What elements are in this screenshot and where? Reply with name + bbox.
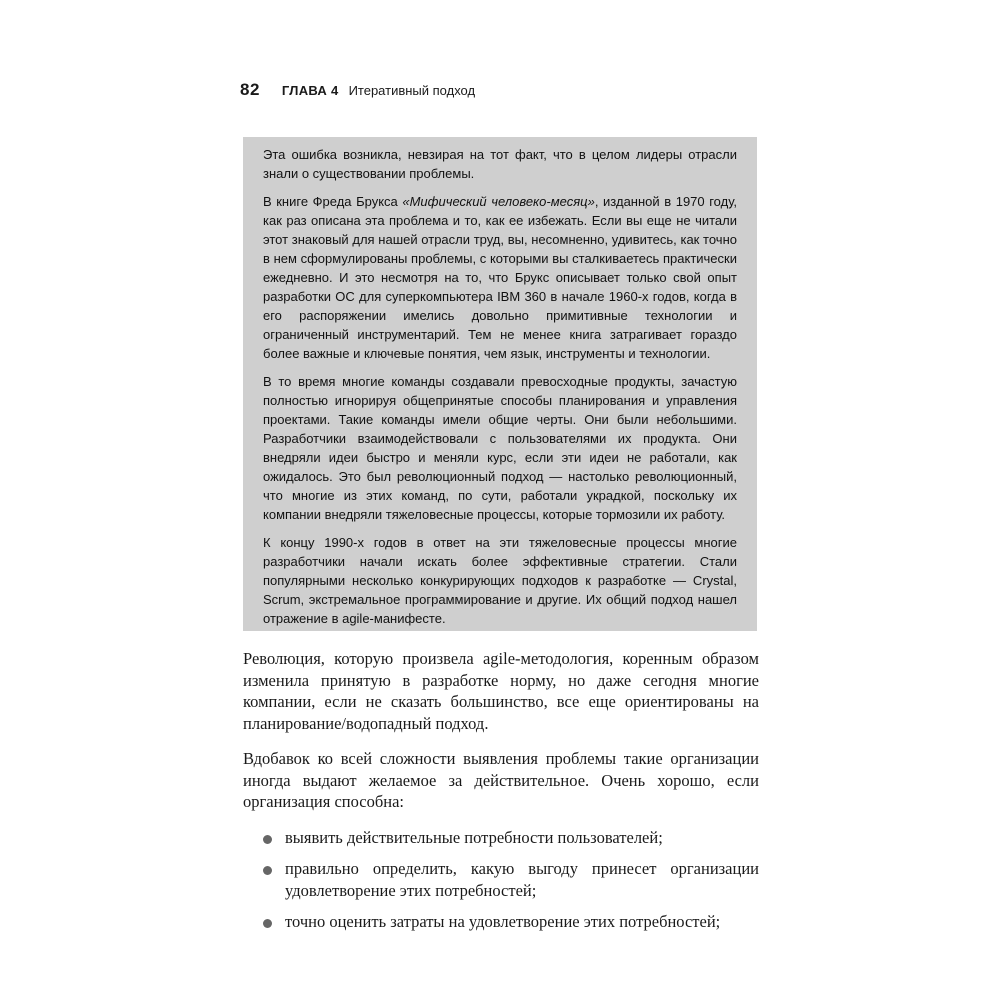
bullet-icon [263,835,272,844]
list-item [243,911,759,933]
bullet-icon [263,866,272,875]
body-paragraph-1: Революция, которую произвела agile-методология, коренным образом изменила принятую в разработке норму, но даже сегодня многие компании, если не сказать большинство, все еще ориентированы на планирование/водопадный подход. [243,649,759,733]
list-item [243,827,759,849]
page-number: 82 [240,80,260,99]
list-item-text: правильно определить, какую выгоду принесет организации удовлетворение этих потребностей; [285,859,759,900]
sidebar-paragraph-2 [263,192,737,363]
sidebar-box [243,137,757,631]
list-item [243,858,759,901]
sidebar-paragraph-2-start: В книге Фреда Брукса [263,194,403,209]
book-title: «Мифический человеко-месяц» [402,194,595,209]
sidebar-paragraph-3: В то время многие команды создавали превосходные продукты, зачастую полностью игнорируя общепринятые способы планирования и управления проектами. Такие команды имели общие черты. Они были небольшими. Разработчики взаимодействовали с пользователями их продукта. Они внедряли идеи быстро и меняли курс, если эти идеи не работали, как ожидалось. Это был революционный подход — настолько революционный, что многие из этих команд, по сути, работали украдкой, поскольку их компании внедряли тяжеловесные процессы, которые тормозили их работу. [263,374,737,522]
sidebar-paragraph-1: Эта ошибка возникла, невзирая на тот факт, что в целом лидеры отрасли знали о существовании проблемы. [263,147,737,181]
sidebar-paragraph-2-rest: , изданной в 1970 году, как раз описана эта проблема и то, как ее избежать. Если вы еще не читали этот знаковый для нашей отрасли труд, вы, несомненно, удивитесь, как точно в нем сформулированы проблемы, с которыми вы сталкиваетесь практически ежедневно. И это несмотря на то, что Брукс описывает только свой опыт разработки ОС для суперкомпьютера IBM 360 в начале 1960-х годов, когда в его распоряжении имелись довольно примитивные технологии и ограниченный инструментарий. Тем не менее книга затрагивает гораздо более важные и ключевые понятия, чем язык, инструменты и технологии. [263,194,738,361]
sidebar-paragraph-4: К концу 1990-х годов в ответ на эти тяжеловесные процессы многие разработчики начали искать более эффективные стратегии. Стали популярными несколько конкурирующих подходов к разработке — Crystal, Scrum, экстремальное программирование и другие. Их общий подход нашел отражение в agile-манифесте. [263,535,737,626]
list-item-text: точно оценить затраты на удовлетворение этих потребностей; [285,912,721,931]
running-header [240,80,475,100]
list-item-text: выявить действительные потребности пользователей; [285,827,663,847]
chapter-label: ГЛАВА 4 [281,83,339,98]
body-paragraph-2: Вдобавок ко всей сложности выявления проблемы такие организации иногда выдают желаемое за действительное. Очень хорошо, если организация способна: [243,749,759,811]
main-text [243,648,759,943]
chapter-title: Итеративный подход [348,83,476,98]
bullet-list [243,827,759,933]
bullet-icon [263,919,272,928]
